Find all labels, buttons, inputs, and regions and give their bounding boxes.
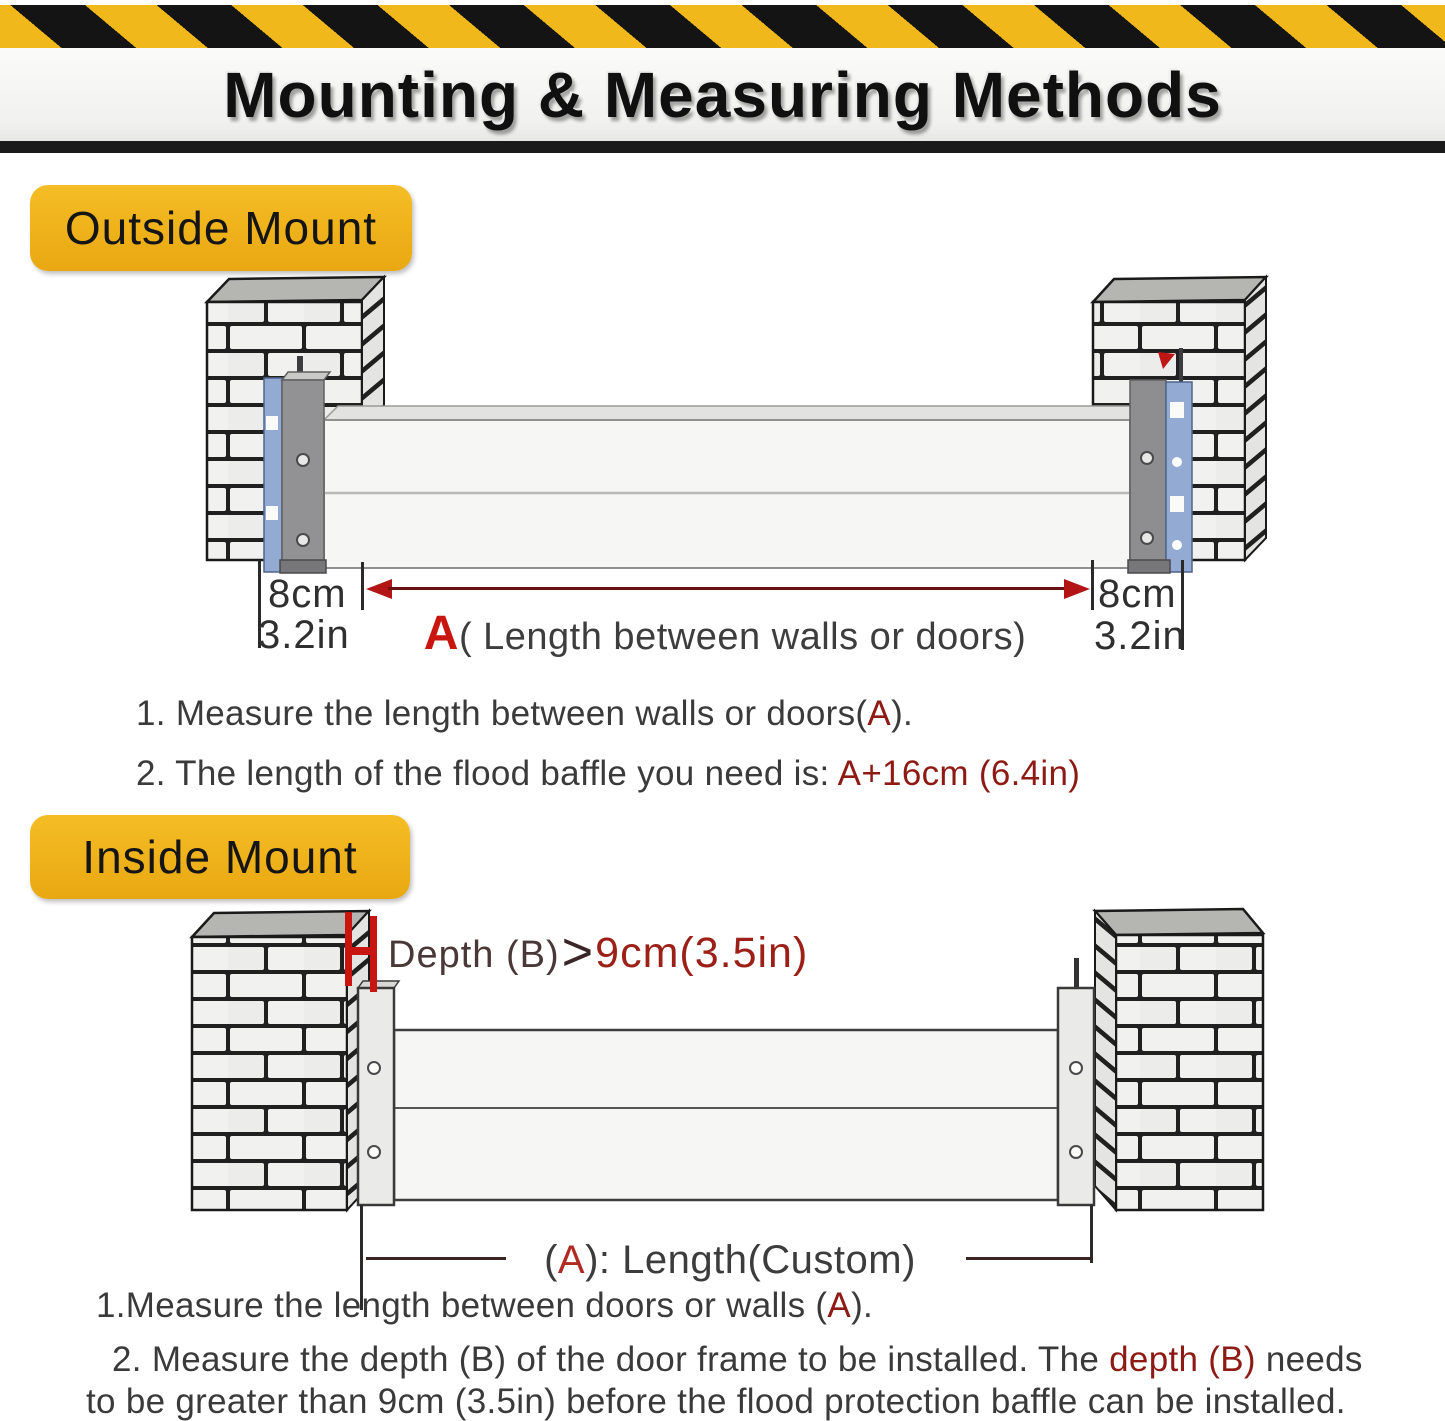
- greater-than-symbol: >: [561, 922, 594, 982]
- outside-step-2: 2. The length of the flood baffle you need is: A+16cm (6.4in): [136, 754, 1081, 793]
- outside-span-label: [380, 606, 1070, 661]
- outside-span-label-rest: ( Length between walls or doors): [458, 616, 1027, 658]
- inside-flood-baffle: [394, 1030, 1058, 1200]
- inside-right-pillar: [1095, 909, 1263, 1210]
- inside-mount-label-text: Inside Mount: [82, 831, 358, 883]
- outside-right-dim-inch: 3.2in: [1094, 614, 1186, 658]
- page-title: Mounting & Measuring Methods: [223, 58, 1222, 131]
- outside-instructions: [136, 694, 1080, 794]
- outside-left-bracket: [264, 356, 330, 573]
- outside-span-arrowhead-right: [1064, 579, 1090, 599]
- inside-depth-label-value: 9cm(3.5in): [595, 929, 809, 977]
- inside-depth-label: [388, 918, 808, 980]
- outside-dim-tick-left: [361, 562, 364, 610]
- inside-left-pillar: [192, 911, 369, 1210]
- outside-left-dim-inch: 3.2in: [258, 613, 350, 657]
- outside-right-dim-cm: 8cm: [1098, 572, 1177, 616]
- inside-length-label: (A): Length(Custom): [544, 1238, 916, 1282]
- outside-step-1: 1. Measure the length between walls or doors(A).: [136, 694, 914, 733]
- outside-span-label-a: A: [423, 607, 459, 660]
- inside-dim-line-right: [966, 1257, 1090, 1260]
- inside-step-1: 1.Measure the length between doors or walls (A).: [96, 1286, 874, 1325]
- outside-span-arrow: [388, 587, 1068, 590]
- inside-dim-tick-right: [1090, 1205, 1093, 1263]
- outside-flood-baffle: [324, 406, 1144, 568]
- inside-depth-label-text: Depth (B): [388, 934, 560, 976]
- outside-mount-label-text: Outside Mount: [64, 202, 378, 254]
- inside-dim-line-left: [366, 1257, 506, 1260]
- inside-left-channel: [358, 960, 399, 1205]
- inside-right-channel: [1058, 958, 1094, 1205]
- outside-left-dim-cm: 8cm: [268, 572, 347, 616]
- outside-right-bracket: [1128, 348, 1192, 573]
- inside-step-2-line-1: 2. Measure the depth (B) of the door frame to be installed. The depth (B) needs: [112, 1340, 1363, 1379]
- inside-step-2-line-2: to be greater than 9cm (3.5in) before the flood protection baffle can be installed.: [86, 1382, 1346, 1421]
- outside-dim-tick-right: [1091, 560, 1094, 610]
- inside-length-label-a: A: [557, 1238, 586, 1282]
